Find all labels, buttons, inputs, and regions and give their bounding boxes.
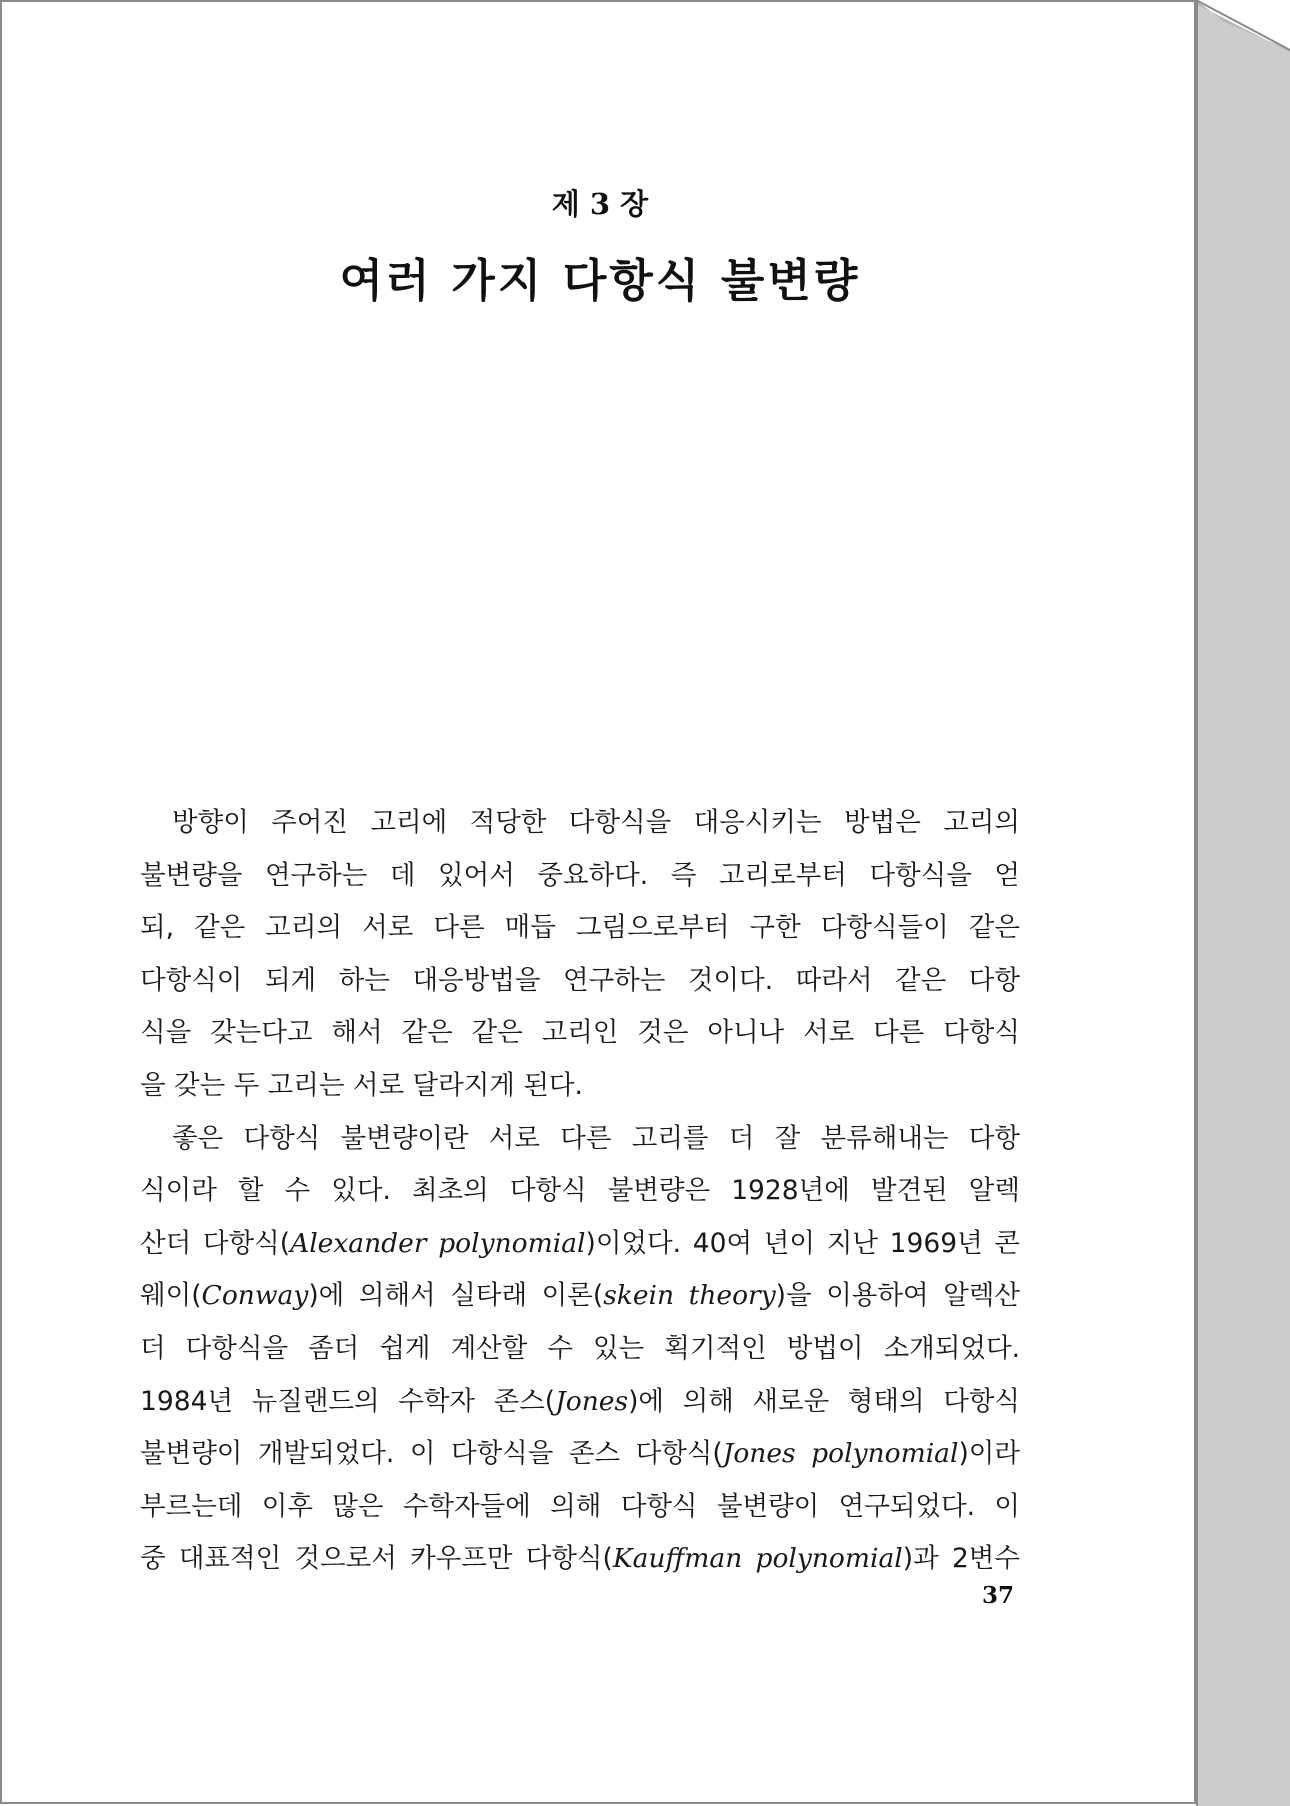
text-line: 산더 다항식(Alexander polynomial)이었다. 40여 년이 지난 1969년 콘 <box>140 1227 1021 1259</box>
term-italic: Jones polynomial <box>722 1438 959 1470</box>
text-line: 식을 갖는다고 해서 같은 같은 고리인 것은 아니나 서로 다른 다항식 <box>140 1017 1020 1049</box>
term-italic: Alexander polynomial <box>290 1227 586 1259</box>
text-line: 중 대표적인 것으로서 카우프만 다항식(Kauffman polynomial)과 2변수 <box>140 1543 1021 1575</box>
text-line: 되, 같은 고리의 서로 다른 매듭 그림으로부터 구한 다항식들이 같은 <box>140 912 1020 944</box>
book-side-edge <box>1196 0 1290 1806</box>
text-line: 좋은 다항식 불변량이란 서로 다른 고리를 더 잘 분류해내는 다항 <box>172 1122 1020 1154</box>
term-italic: Kauffman polynomial <box>612 1543 903 1575</box>
text-line: 1984년 뉴질랜드의 수학자 존스(Jones)에 의해 새로운 형태의 다항식 <box>140 1385 1020 1417</box>
text-line: 더 다항식을 좀더 쉽게 계산할 수 있는 획기적인 방법이 소개되었다. <box>140 1332 1020 1364</box>
text-line: 방향이 주어진 고리에 적당한 다항식을 대응시키는 방법은 고리의 <box>172 807 1020 838</box>
text-line: 을 갖는 두 고리는 서로 달라지게 된다. <box>140 1069 583 1101</box>
body-text <box>140 797 1020 1586</box>
term-italic: skein theory <box>603 1280 776 1312</box>
page-number: 37 <box>981 1582 1014 1609</box>
text-line: 불변량을 연구하는 데 있어서 중요하다. 즉 고리로부터 다항식을 얻 <box>140 859 1020 891</box>
text-line: 다항식이 되게 하는 대응방법을 연구하는 것이다. 따라서 같은 다항 <box>140 964 1020 996</box>
text-line: 불변량이 개발되었다. 이 다항식을 존스 다항식(Jones polynomial)이라 <box>140 1438 1020 1470</box>
text-line: 식이라 할 수 있다. 최초의 다항식 불변량은 1928년에 발견된 알렉 <box>140 1175 1020 1207</box>
term-italic: Jones <box>555 1385 629 1417</box>
text-line: 웨이(Conway)에 의해서 실타래 이론(skein theory)을 이용하여 알렉산 <box>140 1280 1020 1312</box>
term-italic: Conway <box>201 1280 309 1312</box>
chapter-number: 제 3 장 <box>551 187 649 221</box>
text-line: 부르는데 이후 많은 수학자들에 의해 다항식 불변량이 연구되었다. 이 <box>140 1490 1020 1522</box>
chapter-title: 여러 가지 다항식 불변량 <box>339 254 861 307</box>
